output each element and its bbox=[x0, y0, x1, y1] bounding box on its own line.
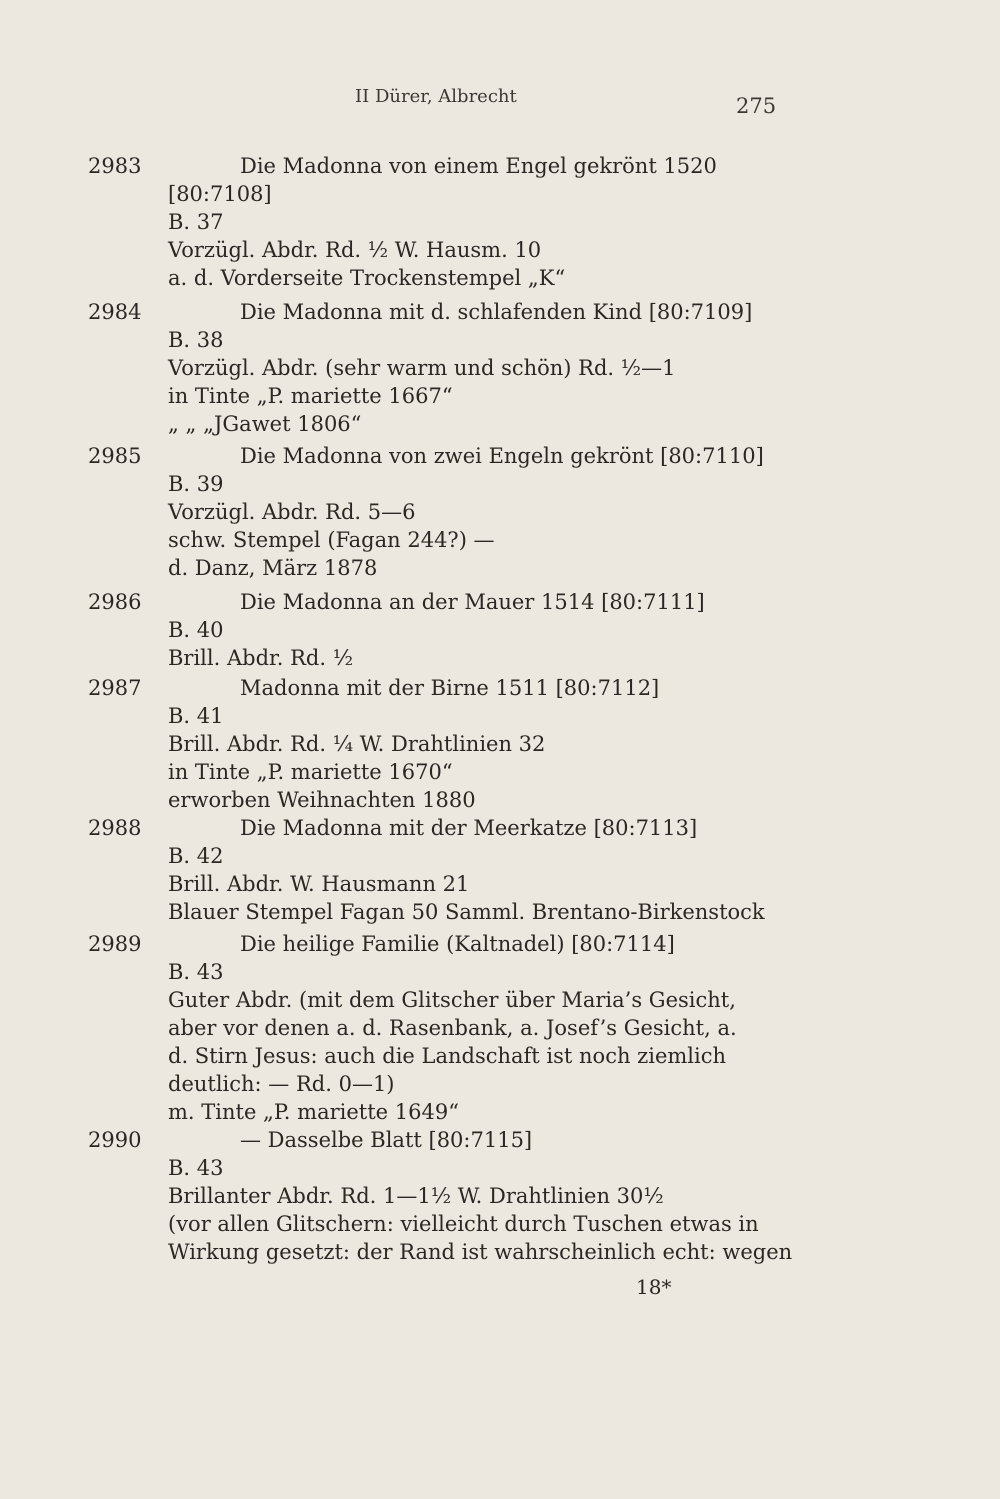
entry-line: B. 37 bbox=[168, 210, 224, 234]
entry-title: Die Madonna mit der Meerkatze [80:7113] bbox=[240, 816, 698, 840]
entry-number: 2986 bbox=[88, 590, 142, 614]
entry-line: B. 38 bbox=[168, 328, 224, 352]
catalog-entry-2989 bbox=[0, 930, 1000, 1126]
catalog-entries bbox=[0, 152, 1000, 1266]
catalog-entry-2986 bbox=[0, 588, 1000, 672]
entry-line: Vorzügl. Abdr. Rd. ½ W. Hausm. 10 bbox=[168, 238, 542, 262]
entry-line: d. Danz, März 1878 bbox=[168, 556, 378, 580]
entry-line: deutlich: — Rd. 0—1) bbox=[168, 1072, 395, 1096]
entry-number: 2983 bbox=[88, 154, 142, 178]
entry-line: [80:7108] bbox=[168, 182, 272, 206]
entry-number: 2989 bbox=[88, 932, 142, 956]
entry-title: Die heilige Familie (Kaltnadel) [80:7114] bbox=[240, 932, 675, 956]
entry-line: Wirkung gesetzt: der Rand ist wahrscheinlich echt: wegen bbox=[168, 1240, 793, 1264]
entry-number: 2990 bbox=[88, 1128, 142, 1152]
entry-line: Brillanter Abdr. Rd. 1—1½ W. Drahtlinien 30½ bbox=[168, 1184, 664, 1208]
entry-line: B. 43 bbox=[168, 960, 224, 984]
entry-title: Die Madonna von einem Engel gekrönt 1520 bbox=[240, 154, 717, 178]
entry-line: B. 42 bbox=[168, 844, 224, 868]
entry-title: Die Madonna von zwei Engeln gekrönt [80:7110] bbox=[240, 444, 764, 468]
catalog-entry-2988 bbox=[0, 814, 1000, 926]
entry-line: d. Stirn Jesus: auch die Landschaft ist noch ziemlich bbox=[168, 1044, 726, 1068]
entry-title: — Dasselbe Blatt [80:7115] bbox=[240, 1128, 533, 1152]
entry-title: Madonna mit der Birne 1511 [80:7112] bbox=[240, 676, 660, 700]
entry-line: Brill. Abdr. W. Hausmann 21 bbox=[168, 872, 470, 896]
catalog-entry-2987 bbox=[0, 674, 1000, 814]
entry-number: 2987 bbox=[88, 676, 142, 700]
entry-line: B. 39 bbox=[168, 472, 224, 496]
entry-line: Brill. Abdr. Rd. ½ bbox=[168, 646, 354, 670]
entry-line: B. 43 bbox=[168, 1156, 224, 1180]
entry-line: m. Tinte „P. mariette 1649“ bbox=[168, 1100, 459, 1124]
entry-line: in Tinte „P. mariette 1670“ bbox=[168, 760, 453, 784]
entry-line: B. 41 bbox=[168, 704, 224, 728]
entry-number: 2988 bbox=[88, 816, 142, 840]
catalog-entry-2983 bbox=[0, 152, 1000, 292]
catalog-entry-2984 bbox=[0, 298, 1000, 438]
catalog-entry-2990 bbox=[0, 1126, 1000, 1266]
entry-line: schw. Stempel (Fagan 244?) — bbox=[168, 528, 495, 552]
entry-line: aber vor denen a. d. Rasenbank, a. Josef’s Gesicht, a. bbox=[168, 1016, 737, 1040]
signature-mark: 18* bbox=[636, 1275, 672, 1299]
entry-line: B. 40 bbox=[168, 618, 224, 642]
entry-line: in Tinte „P. mariette 1667“ bbox=[168, 384, 453, 408]
entry-line: Vorzügl. Abdr. (sehr warm und schön) Rd. ½—1 bbox=[168, 356, 676, 380]
page-number: 275 bbox=[736, 94, 777, 118]
entry-title: Die Madonna an der Mauer 1514 [80:7111] bbox=[240, 590, 705, 614]
entry-title: Die Madonna mit d. schlafenden Kind [80:7109] bbox=[240, 300, 753, 324]
entry-line: Brill. Abdr. Rd. ¼ W. Drahtlinien 32 bbox=[168, 732, 546, 756]
entry-line: „ „ „JGawet 1806“ bbox=[168, 412, 362, 436]
entry-line: Vorzügl. Abdr. Rd. 5—6 bbox=[168, 500, 416, 524]
running-head: II Dürer, Albrecht bbox=[355, 86, 517, 107]
entry-number: 2985 bbox=[88, 444, 142, 468]
entry-number: 2984 bbox=[88, 300, 142, 324]
entry-line: a. d. Vorderseite Trockenstempel „K“ bbox=[168, 266, 566, 290]
entry-line: erworben Weihnachten 1880 bbox=[168, 788, 476, 812]
entry-line: (vor allen Glitschern: vielleicht durch Tuschen etwas in bbox=[168, 1212, 759, 1236]
entry-line: Guter Abdr. (mit dem Glitscher über Maria’s Gesicht, bbox=[168, 988, 736, 1012]
catalog-entry-2985 bbox=[0, 442, 1000, 582]
entry-line: Blauer Stempel Fagan 50 Samml. Brentano-Birkenstock bbox=[168, 900, 765, 924]
